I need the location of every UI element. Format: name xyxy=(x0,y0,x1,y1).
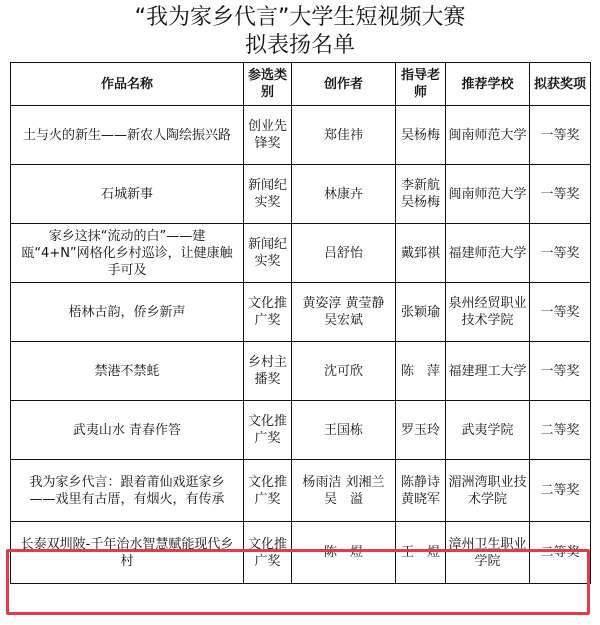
cell-school: 泉州经贸职业技术学院 xyxy=(446,283,530,342)
cell-creators: 吕舒怡 xyxy=(292,224,396,283)
cell-category: 新闻纪实奖 xyxy=(244,165,292,224)
table-row xyxy=(11,165,591,224)
cell-school: 闽南师范大学 xyxy=(446,106,530,165)
table-row xyxy=(11,106,591,165)
cell-work: 我为家乡代言：跟着莆仙戏逛家乡——戏里有古厝，有烟火，有传承 xyxy=(11,460,244,522)
cell-school: 福建师范大学 xyxy=(446,224,530,283)
cell-award: 二等奖 xyxy=(530,460,591,522)
cell-award: 一等奖 xyxy=(530,165,591,224)
award-table-container xyxy=(10,62,590,584)
cell-work: 土与火的新生——新农人陶绘振兴路 xyxy=(11,106,244,165)
cell-school: 湄洲湾职业技术学院 xyxy=(446,460,530,522)
cell-advisor: 王 煜 xyxy=(396,522,446,584)
cell-advisor: 陈静诗 黄晓军 xyxy=(396,460,446,522)
cell-award: 一等奖 xyxy=(530,283,591,342)
cell-work: 武夷山水 青春作答 xyxy=(11,401,244,460)
cell-work: 长泰双圳陂-千年治水智慧赋能现代乡村 xyxy=(11,522,244,584)
column-header-work: 作品名称 xyxy=(11,63,244,106)
table-row xyxy=(11,460,591,522)
cell-category: 文化推广奖 xyxy=(244,401,292,460)
page-title: “我为家乡代言”大学生短视频大赛 xyxy=(134,5,466,30)
table-header-row xyxy=(11,63,591,106)
cell-advisor: 张颖瑜 xyxy=(396,283,446,342)
cell-work: 禁港不禁蚝 xyxy=(11,342,244,401)
cell-work: 石城新事 xyxy=(11,165,244,224)
cell-creators: 王国栋 xyxy=(292,401,396,460)
page-subtitle: 拟表扬名单 xyxy=(244,33,355,58)
cell-award: 一等奖 xyxy=(530,342,591,401)
cell-category: 新闻纪实奖 xyxy=(244,224,292,283)
table-row xyxy=(11,342,591,401)
table-row-highlighted xyxy=(11,522,591,584)
column-header-school: 推荐学校 xyxy=(446,63,530,106)
cell-category: 创业先锋奖 xyxy=(244,106,292,165)
column-header-advisor: 指导老师 xyxy=(396,63,446,106)
cell-award: 二等奖 xyxy=(530,401,591,460)
table-row xyxy=(11,283,591,342)
cell-school: 福建理工大学 xyxy=(446,342,530,401)
cell-advisor: 吴杨梅 xyxy=(396,106,446,165)
column-header-category: 参选类别 xyxy=(244,63,292,106)
cell-school: 武夷学院 xyxy=(446,401,530,460)
cell-category: 文化推广奖 xyxy=(244,460,292,522)
cell-creators: 黄姿淳 黄莹静 吴宏斌 xyxy=(292,283,396,342)
cell-award: 一等奖 xyxy=(530,224,591,283)
table-row xyxy=(11,401,591,460)
cell-school: 闽南师范大学 xyxy=(446,165,530,224)
cell-creators: 沈可欣 xyxy=(292,342,396,401)
table-row xyxy=(11,224,591,283)
cell-creators: 陈 煜 xyxy=(292,522,396,584)
cell-creators: 杨雨洁 刘湘兰 吴 溢 xyxy=(292,460,396,522)
cell-work: 家乡这抹“流动的白”——建瓯“4+N”网格化乡村巡诊，让健康触手可及 xyxy=(11,224,244,283)
cell-advisor: 陈 萍 xyxy=(396,342,446,401)
cell-advisor: 李新航 吴杨梅 xyxy=(396,165,446,224)
cell-creators: 郑佳祎 xyxy=(292,106,396,165)
cell-award: 二等奖 xyxy=(530,522,591,584)
cell-category: 乡村主播奖 xyxy=(244,342,292,401)
cell-award: 一等奖 xyxy=(530,106,591,165)
cell-work: 梧林古韵，侨乡新声 xyxy=(11,283,244,342)
cell-advisor: 戴郅祺 xyxy=(396,224,446,283)
cell-school: 漳州卫生职业学院 xyxy=(446,522,530,584)
cell-advisor: 罗玉玲 xyxy=(396,401,446,460)
cell-category: 文化推广奖 xyxy=(244,522,292,584)
cell-category: 文化推广奖 xyxy=(244,283,292,342)
award-table xyxy=(10,62,591,584)
column-header-award: 拟获奖项 xyxy=(530,63,591,106)
column-header-creators: 创作者 xyxy=(292,63,396,106)
cell-creators: 林康卉 xyxy=(292,165,396,224)
